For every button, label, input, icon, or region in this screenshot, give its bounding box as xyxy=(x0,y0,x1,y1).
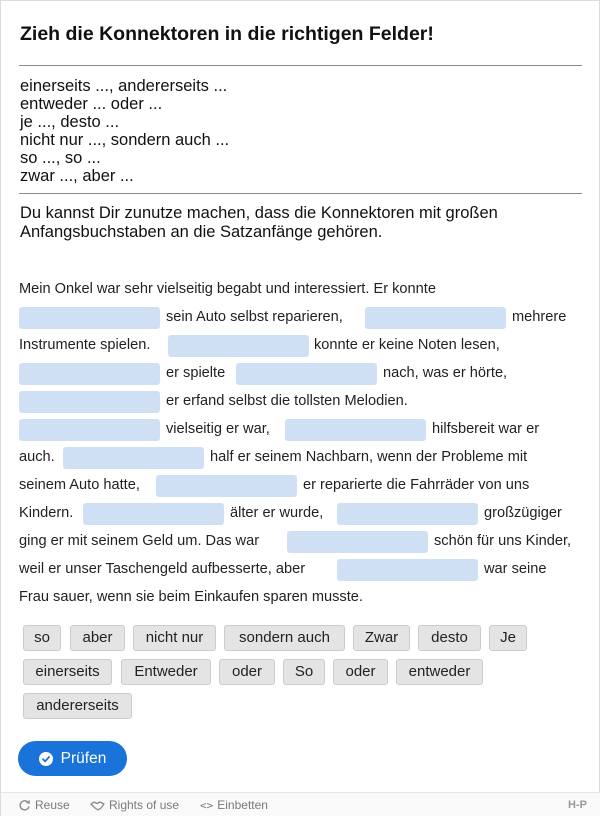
drop-zone-3[interactable] xyxy=(168,335,309,357)
drop-zone-4[interactable] xyxy=(19,363,160,385)
text-segment: war seine xyxy=(484,561,547,577)
reuse-label: Reuse xyxy=(35,798,70,812)
text-segment: er erfand selbst die tollsten Melodien. xyxy=(166,393,408,409)
text-segment: nach, was er hörte, xyxy=(383,365,508,381)
text-segment: sein Auto selbst reparieren, xyxy=(166,309,343,325)
drop-zone-5[interactable] xyxy=(236,363,377,385)
draggable-word[interactable]: Je xyxy=(489,625,527,651)
text-segment: ging er mit seinem Geld um. Das war xyxy=(19,533,260,549)
drop-zone-2[interactable] xyxy=(365,307,506,329)
draggable-word[interactable]: oder xyxy=(333,659,388,685)
text-segment: seinem Auto hatte, xyxy=(19,477,140,493)
rights-label: Rights of use xyxy=(109,798,180,812)
draggable-word[interactable]: nicht nur xyxy=(133,625,216,651)
draggable-word[interactable]: andererseits xyxy=(23,693,132,719)
text-segment: schön für uns Kinder, xyxy=(434,533,572,549)
check-button-label: Prüfen xyxy=(60,749,107,767)
code-icon: <> xyxy=(200,798,214,812)
text-segment: er reparierte die Fahrräder von uns xyxy=(303,477,530,493)
divider-top xyxy=(19,65,582,66)
drop-zone-1[interactable] xyxy=(19,307,160,329)
drop-zone-14[interactable] xyxy=(337,559,478,581)
draggable-word[interactable]: entweder xyxy=(396,659,483,685)
text-segment: er spielte xyxy=(166,365,226,381)
task-title: Zieh die Konnektoren in die richtigen Felder! xyxy=(20,23,434,45)
connector-item: so ..., so ... xyxy=(20,149,101,167)
check-circle-icon xyxy=(39,752,53,766)
embed-label: Einbetten xyxy=(217,798,268,812)
text-segment: hilfsbereit war er xyxy=(432,421,540,437)
footer-bar xyxy=(1,792,600,816)
connector-item: je ..., desto ... xyxy=(20,113,120,131)
drop-zone-10[interactable] xyxy=(156,475,297,497)
rights-link[interactable] xyxy=(90,798,179,812)
text-segment: Instrumente spielen. xyxy=(19,337,151,353)
text-segment: Kindern. xyxy=(19,505,74,521)
task-hint: Du kannst Dir zunutze machen, dass die Konnektoren mit großen Anfangsbuchstaben an die Satzanfänge gehören. xyxy=(20,204,498,241)
connector-item: entweder ... oder ... xyxy=(20,95,163,113)
draggable-word[interactable]: Zwar xyxy=(353,625,410,651)
drop-zone-13[interactable] xyxy=(287,531,428,553)
drop-zone-8[interactable] xyxy=(285,419,426,441)
text-segment: vielseitig er war, xyxy=(166,421,270,437)
h5p-logo: H-P xyxy=(568,799,587,811)
text-segment: half er seinem Nachbarn, wenn der Probleme mit xyxy=(210,449,528,465)
connector-item: einerseits ..., andererseits ... xyxy=(20,77,228,95)
text-segment: auch. xyxy=(19,449,55,465)
draggable-word[interactable]: So xyxy=(283,659,325,685)
check-button[interactable] xyxy=(18,741,127,776)
draggable-word[interactable]: desto xyxy=(418,625,481,651)
draggable-word[interactable]: oder xyxy=(219,659,275,685)
reuse-icon xyxy=(18,799,31,812)
reuse-link[interactable] xyxy=(18,798,70,812)
draggable-word[interactable]: aber xyxy=(70,625,125,651)
draggable-word[interactable]: einerseits xyxy=(23,659,112,685)
text-segment: weil er unser Taschengeld aufbesserte, aber xyxy=(19,561,306,577)
handshake-icon xyxy=(90,799,105,812)
drop-zone-9[interactable] xyxy=(63,447,204,469)
divider-bottom xyxy=(19,193,582,194)
text-segment: mehrere xyxy=(512,309,567,325)
embed-link[interactable] xyxy=(200,798,268,812)
text-segment: konnte er keine Noten lesen, xyxy=(314,337,500,353)
text-segment: großzügiger xyxy=(484,505,562,521)
drop-zone-11[interactable] xyxy=(83,503,224,525)
drop-zone-12[interactable] xyxy=(337,503,478,525)
connector-item: nicht nur ..., sondern auch ... xyxy=(20,131,230,149)
drop-zone-7[interactable] xyxy=(19,419,160,441)
text-segment: Mein Onkel war sehr vielseitig begabt und interessiert. Er konnte xyxy=(19,281,436,297)
text-segment: Frau sauer, wenn sie beim Einkaufen sparen musste. xyxy=(19,589,363,605)
draggable-word[interactable]: so xyxy=(23,625,61,651)
connector-item: zwar ..., aber ... xyxy=(20,167,134,185)
text-segment: älter er wurde, xyxy=(230,505,324,521)
draggable-word[interactable]: sondern auch xyxy=(224,625,345,651)
draggable-word[interactable]: Entweder xyxy=(121,659,211,685)
connector-list xyxy=(20,77,229,185)
drop-zone-6[interactable] xyxy=(19,391,160,413)
